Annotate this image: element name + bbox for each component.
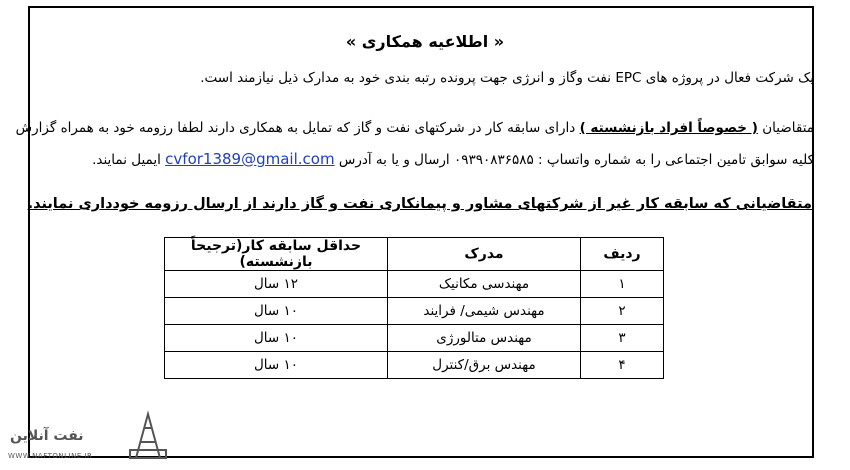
- row-experience: ۱۰ سال: [165, 298, 388, 325]
- applicants-before: متقاضیان: [762, 120, 814, 136]
- header-min-experience: حداقل سابقه کار(ترجیحاً بازنشسته): [165, 238, 388, 271]
- row-number: ۱: [581, 271, 664, 298]
- contact-before: کلیه سوابق تامین اجتماعی را به شماره واتساپ : ۰۹۳۹۰۸۳۶۵۸۵ ارسال و یا به آدرس: [338, 152, 814, 168]
- row-degree: مهندس متالورژی: [388, 325, 581, 352]
- applicants-emphasis: ( خصوصاً افراد بازنشسته ): [579, 120, 758, 136]
- row-number: ۲: [581, 298, 664, 325]
- table-row: [165, 271, 664, 298]
- row-number: ۴: [581, 352, 664, 379]
- applicants-after: دارای سابقه کار در شرکتهای نفت و گاز که تمایل به همکاری دارند لطفا رزومه خود به همراه گزارش: [15, 120, 576, 136]
- email-link[interactable]: cvfor1389@gmail.com: [165, 150, 335, 168]
- watermark-name: نفت آنلاین: [10, 428, 84, 444]
- watermark-url: WWW.NAFTONLINE.IR: [8, 452, 93, 460]
- intro-text: یک شرکت فعال در پروژه های EPC نفت وگاز و انرژی جهت پرونده رتبه بندی خود به مدارک ذیل نیازمند است.: [200, 70, 814, 86]
- row-degree: مهندسی مکانیک: [388, 271, 581, 298]
- row-degree: مهندس شیمی/ فرایند: [388, 298, 581, 325]
- exclusion-notice: متقاضیانی که سابقه کار غیر از شرکتهای مشاور و پیمانکاری نفت و گاز دارند از ارسال رزومه خودداری نمایند.: [27, 196, 812, 212]
- table-row: [165, 298, 664, 325]
- applicants-line: [16, 120, 814, 136]
- row-experience: ۱۰ سال: [165, 352, 388, 379]
- contact-line: [92, 150, 814, 168]
- requirements-table: [164, 237, 664, 379]
- header-degree: مدرک: [388, 238, 581, 271]
- row-degree: مهندس برق/کنترل: [388, 352, 581, 379]
- table-header-row: [165, 238, 664, 271]
- header-row-number: ردیف: [581, 238, 664, 271]
- row-experience: ۱۰ سال: [165, 325, 388, 352]
- table-row: [165, 352, 664, 379]
- row-experience: ۱۲ سال: [165, 271, 388, 298]
- row-number: ۳: [581, 325, 664, 352]
- contact-after: ایمیل نمایند.: [92, 152, 161, 168]
- page-title: « اطلاعیه همکاری »: [345, 32, 505, 51]
- table-row: [165, 325, 664, 352]
